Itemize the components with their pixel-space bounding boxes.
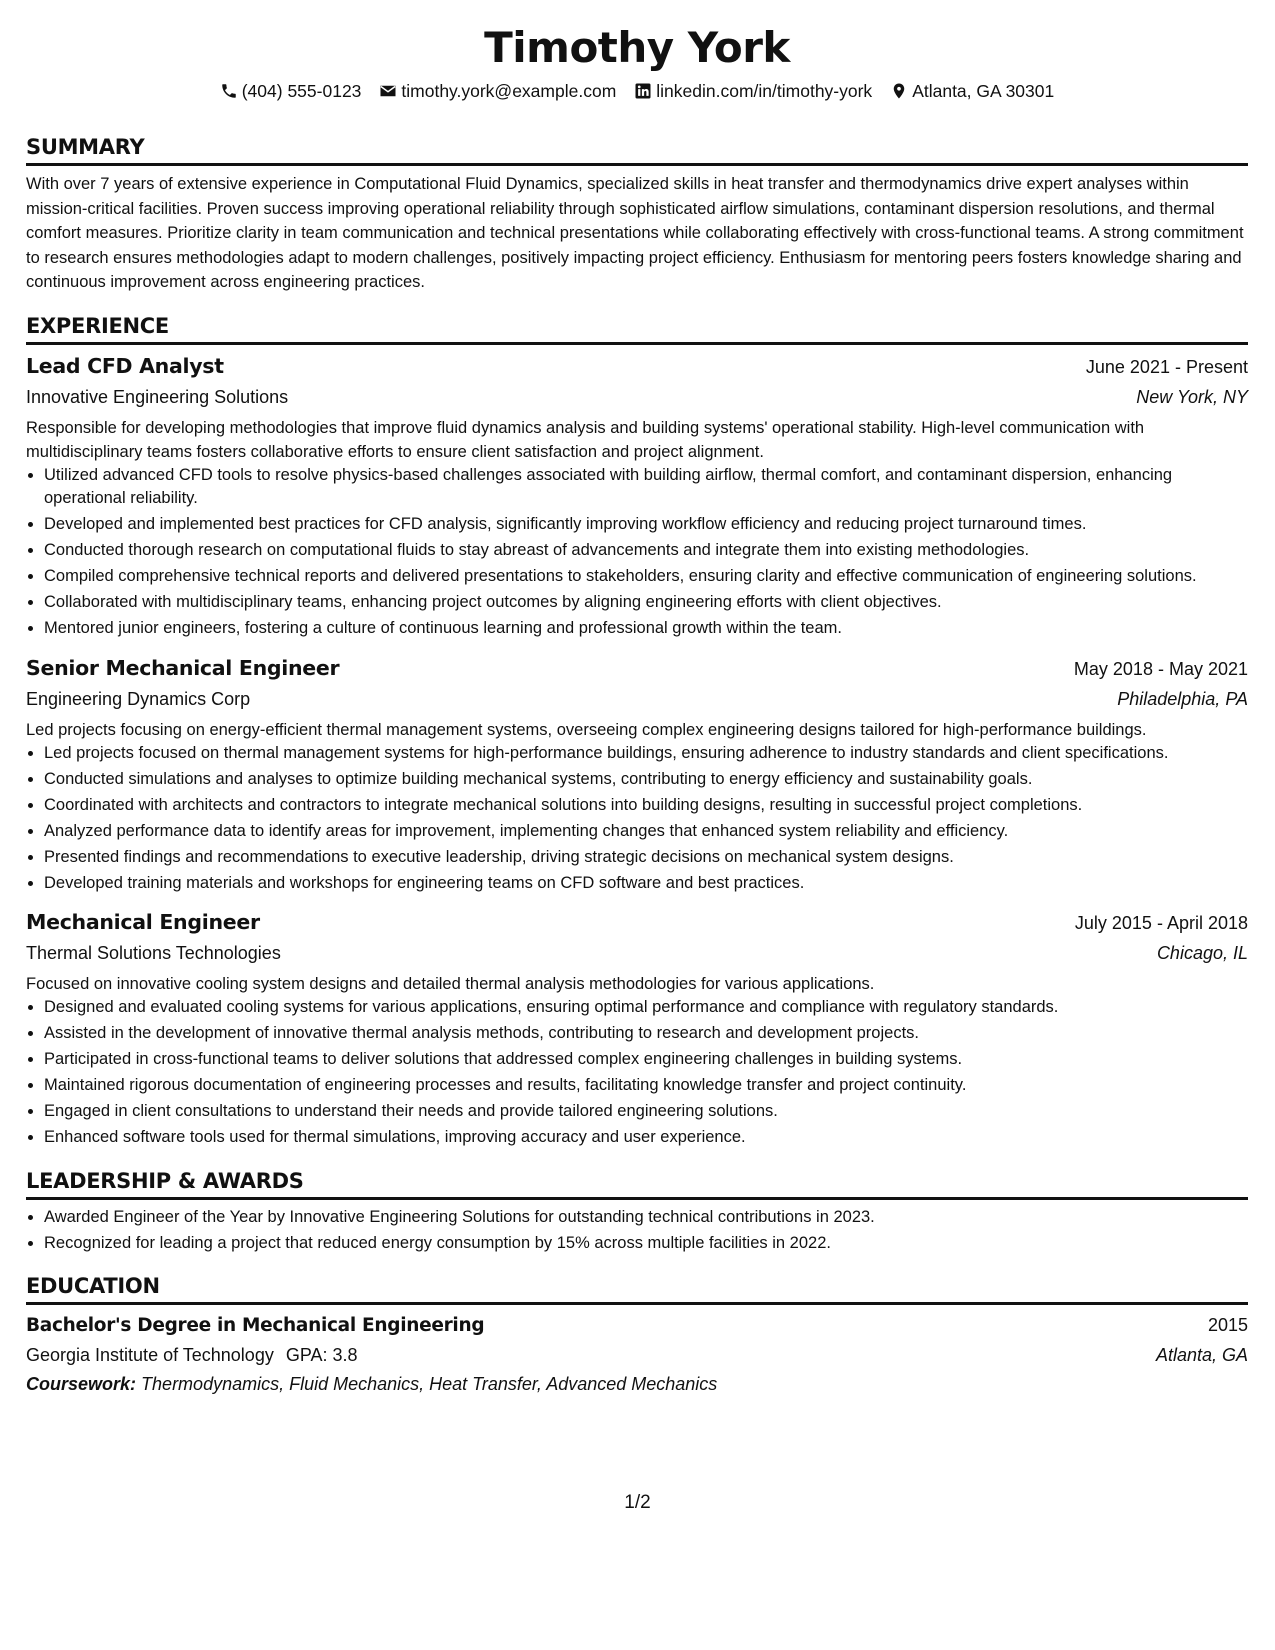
job-title: Mechanical Engineer [26, 910, 260, 934]
list-item: • Enhanced software tools used for thermal simulations, improving accuracy and user experience. [44, 1126, 1248, 1150]
phone-icon [220, 82, 238, 100]
summary-heading: SUMMARY [26, 134, 1248, 166]
job-bullets [26, 742, 1248, 896]
coursework-text: Thermodynamics, Fluid Mechanics, Heat Transfer, Advanced Mechanics [141, 1374, 718, 1394]
list-item: • Presented findings and recommendations to executive leadership, driving strategic decisions on mechanical system designs. [44, 846, 1248, 870]
contact-phone[interactable] [220, 78, 362, 104]
coursework-label: Coursework: [26, 1374, 137, 1394]
job-company: Thermal Solutions Technologies [26, 943, 281, 963]
job-entry-2 [26, 653, 1248, 896]
job-bullets [26, 996, 1248, 1150]
contact-bar [26, 78, 1248, 104]
phone-text: (404) 555-0123 [241, 81, 362, 101]
job-location: Chicago, IL [1156, 943, 1248, 963]
awards-list [26, 1206, 1248, 1256]
list-item: • Participated in cross-functional teams to deliver solutions that addressed complex engineering challenges in building systems. [44, 1048, 1248, 1072]
list-item: • Conducted simulations and analyses to optimize building mechanical systems, contributing to energy efficiency and sustainability goals. [44, 768, 1248, 792]
job-location: New York, NY [1136, 386, 1248, 407]
list-item: • Designed and evaluated cooling systems for various applications, ensuring optimal performance and compliance with regulatory standards. [44, 996, 1248, 1020]
summary-text: With over 7 years of extensive experience in Computational Fluid Dynamics, specialized skills in heat transfer and thermodynamics drive expert analyses within mission-critical facilities. Proven success improving operational reliability through sophisticated airflow simulations, contaminant dispersion resolutions, and thermal comfort measures. Prioritize clarity in team communication and technical presentations while collaborating effectively with cross-functional teams. A strong commitment to research ensures methodologies adapt to modern challenges, positively impacting project efficiency. Enthusiasm for mentoring peers fosters knowledge sharing and continuous improvement across engineering practices. [26, 175, 1244, 291]
list-item: • Maintained rigorous documentation of engineering processes and results, facilitating knowledge transfer and project continuity. [44, 1074, 1248, 1098]
resume-page [26, 22, 1248, 1399]
job-description: Responsible for developing methodologies that improve fluid dynamics analysis and building systems' operational stability. High-level communication with multidisciplinary teams fosters collaborative efforts to ensure client satisfaction and project alignment. [26, 418, 1145, 461]
job-location: Philadelphia, PA [1117, 688, 1248, 709]
job-company: Innovative Engineering Solutions [26, 386, 289, 407]
list-item: • Assisted in the development of innovative thermal analysis methods, contributing to research and development projects. [44, 1022, 1248, 1046]
page-number: 1/2 [624, 1492, 651, 1513]
education-heading: EDUCATION [26, 1273, 1248, 1305]
job-entry-1 [26, 351, 1248, 641]
list-item: • Collaborated with multidisciplinary teams, enhancing project outcomes by aligning engineering efforts with client objectives. [44, 591, 1248, 615]
job-dates: July 2015 - April 2018 [1074, 913, 1248, 933]
contact-email[interactable] [379, 78, 616, 104]
list-item: • Utilized advanced CFD tools to resolve physics-based challenges associated with building airflow, thermal comfort, and contaminant dispersion, enhancing operational reliability. [44, 464, 1248, 511]
linkedin-text: linkedin.com/in/timothy-york [656, 81, 873, 101]
list-item: • Awarded Engineer of the Year by Innovative Engineering Solutions for outstanding technical contributions in 2023. [44, 1206, 1248, 1230]
list-item: • Recognized for leading a project that reduced energy consumption by 15% across multiple facilities in 2022. [44, 1232, 1248, 1256]
contact-location [890, 78, 1054, 104]
edu-coursework [26, 1370, 1248, 1399]
list-item: • Engaged in client consultations to understand their needs and provide tailored engineering solutions. [44, 1100, 1248, 1124]
location-text: Atlanta, GA 30301 [912, 81, 1055, 101]
job-description: Focused on innovative cooling system designs and detailed thermal analysis methodologies for various applications. [26, 975, 875, 993]
job-dates: May 2018 - May 2021 [1073, 658, 1248, 679]
list-item: • Conducted thorough research on computational fluids to stay abreast of advancements and integrate them into existing methodologies. [44, 539, 1248, 563]
candidate-name: Timothy York [484, 23, 790, 72]
email-text: timothy.york@example.com [401, 81, 617, 101]
job-description: Led projects focusing on energy-efficient thermal management systems, overseeing complex engineering designs tailored for high-performance buildings. [26, 720, 1147, 739]
edu-school: Georgia Institute of Technology [26, 1345, 274, 1365]
list-item: • Analyzed performance data to identify areas for improvement, implementing changes that enhanced system reliability and efficiency. [44, 820, 1248, 844]
list-item: • Coordinated with architects and contractors to integrate mechanical solutions into building designs, resulting in successful project completions. [44, 794, 1248, 818]
job-title: Senior Mechanical Engineer [26, 655, 340, 680]
map-pin-icon [890, 82, 908, 100]
job-bullets [26, 464, 1248, 641]
edu-year: 2015 [1207, 1315, 1248, 1335]
job-title: Lead CFD Analyst [26, 353, 224, 378]
job-company: Engineering Dynamics Corp [26, 688, 251, 709]
list-item: • Led projects focused on thermal management systems for high-performance buildings, ensuring adherence to industry standards and client specifications. [44, 742, 1248, 766]
job-dates: June 2021 - Present [1085, 356, 1248, 377]
edu-location: Atlanta, GA [1155, 1345, 1248, 1365]
list-item: • Developed training materials and workshops for engineering teams on CFD software and best practices. [44, 872, 1248, 896]
job-entry-3 [26, 907, 1248, 1150]
list-item: • Developed and implemented best practices for CFD analysis, significantly improving workflow efficiency and reducing project turnaround times. [44, 513, 1248, 537]
list-item: • Mentored junior engineers, fostering a culture of continuous learning and professional growth within the team. [44, 617, 1248, 641]
experience-heading: EXPERIENCE [26, 313, 1248, 345]
edu-gpa: GPA: 3.8 [285, 1345, 358, 1365]
envelope-icon [379, 82, 397, 100]
linkedin-icon [634, 82, 652, 100]
contact-linkedin[interactable] [634, 78, 872, 104]
awards-heading: LEADERSHIP & AWARDS [26, 1168, 1248, 1200]
edu-degree: Bachelor's Degree in Mechanical Engineering [26, 1315, 485, 1336]
list-item: • Compiled comprehensive technical reports and delivered presentations to stakeholders, ensuring clarity and effective communication of engineering solutions. [44, 565, 1248, 589]
